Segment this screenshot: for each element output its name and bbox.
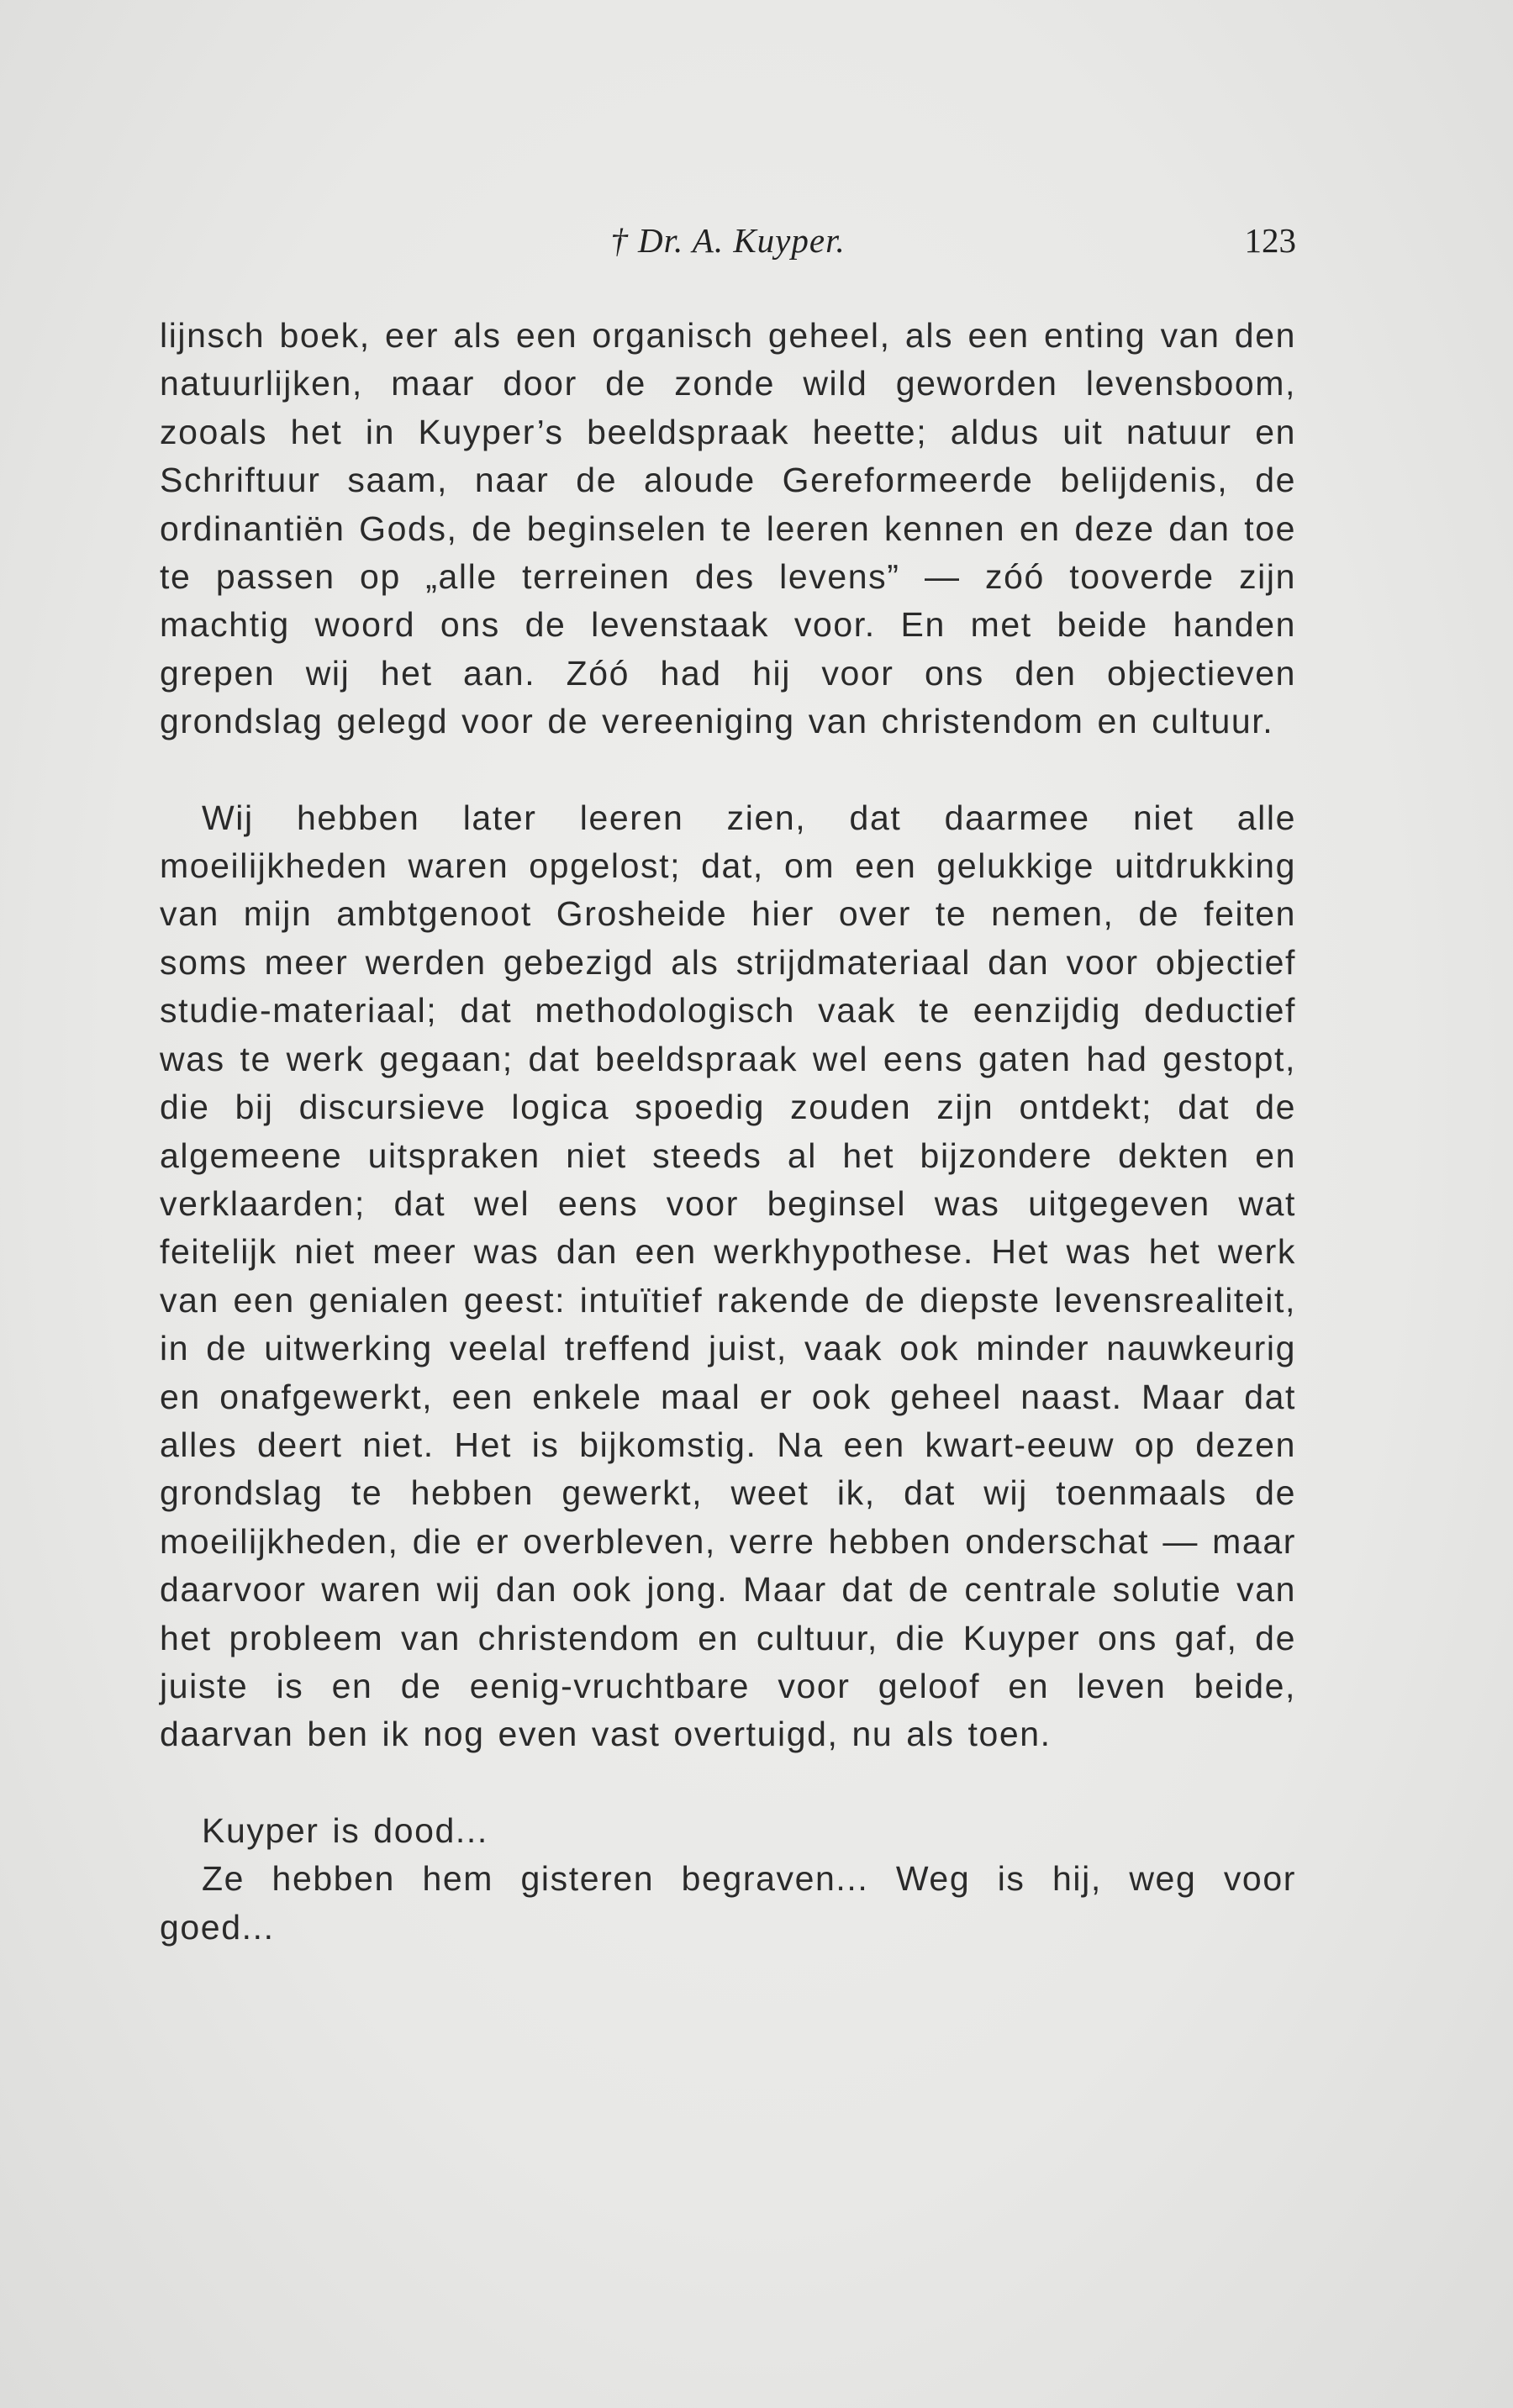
body-text xyxy=(160,312,1296,1952)
paragraph-2: Wij hebben later leeren zien, dat daarmee niet alle moeilijkheden waren opgelost; dat, om een gelukkige uitdrukking van mijn ambtgenoot Grosheide hier over te nemen, de feiten soms meer werden gebezigd als strijdmateriaal dan voor objectief studie-materiaal; dat methodologisch vaak te eenzijdig deductief was te werk gegaan; dat beeldspraak wel eens gaten had gestopt, die bij discursieve logica spoedig zouden zijn ontdekt; dat de algemeene uitspraken niet steeds al het bijzondere dekten en verklaarden; dat wel eens voor beginsel was uitgegeven wat feitelijk niet meer was dan een werkhypothese. Het was het werk van een genialen geest: intuïtief rakende de diepste levensrealiteit, in de uitwerking veelal treffend juist, vaak ook minder nauwkeurig en onafgewerkt, een enkele maal er ook geheel naast. Maar dat alles deert niet. Het is bijkomstig. Na een kwart-eeuw op dezen grondslag te hebben gewerkt, weet ik, dat wij toenmaals de moeilijkheden, die er overbleven, verre hebben onderschat — maar daarvoor waren wij dan ook jong. Maar dat de centrale solutie van het probleem van christendom en cultuur, die Kuyper ons gaf, de juiste is en de eenig-vruchtbare voor geloof en leven beide, daarvan ben ik nog even vast overtuigd, nu als toen. xyxy=(160,798,1296,1754)
page-number: 123 xyxy=(1244,221,1296,260)
paragraph-4: Ze hebben hem gisteren begraven... Weg is hij, weg voor goed... xyxy=(160,1859,1296,1947)
paragraph-3: Kuyper is dood... xyxy=(202,1810,488,1850)
paragraph-gap xyxy=(160,1759,1296,1807)
paragraph-1: lijnsch boek, eer als een organisch geheel, als een enting van den natuurlijken, maar door de zonde wild geworden levensboom, zooals het in Kuyper’s beeldspraak heette; aldus uit natuur en Schriftuur saam, naar de aloude Gereformeerde belijdenis, de ordinantiën Gods, de beginselen te leeren kennen en deze dan toe te passen op „alle terreinen des levens” — zóó tooverde zijn machtig woord ons de levenstaak voor. En met beide handen grepen wij het aan. Zóó had hij voor ons den objectieven grondslag gelegd voor de vereeniging van christendom en cultuur. xyxy=(160,316,1296,741)
page-header xyxy=(160,220,1296,271)
paragraph-gap xyxy=(160,746,1296,794)
running-title: † Dr. A. Kuyper. xyxy=(610,221,846,260)
